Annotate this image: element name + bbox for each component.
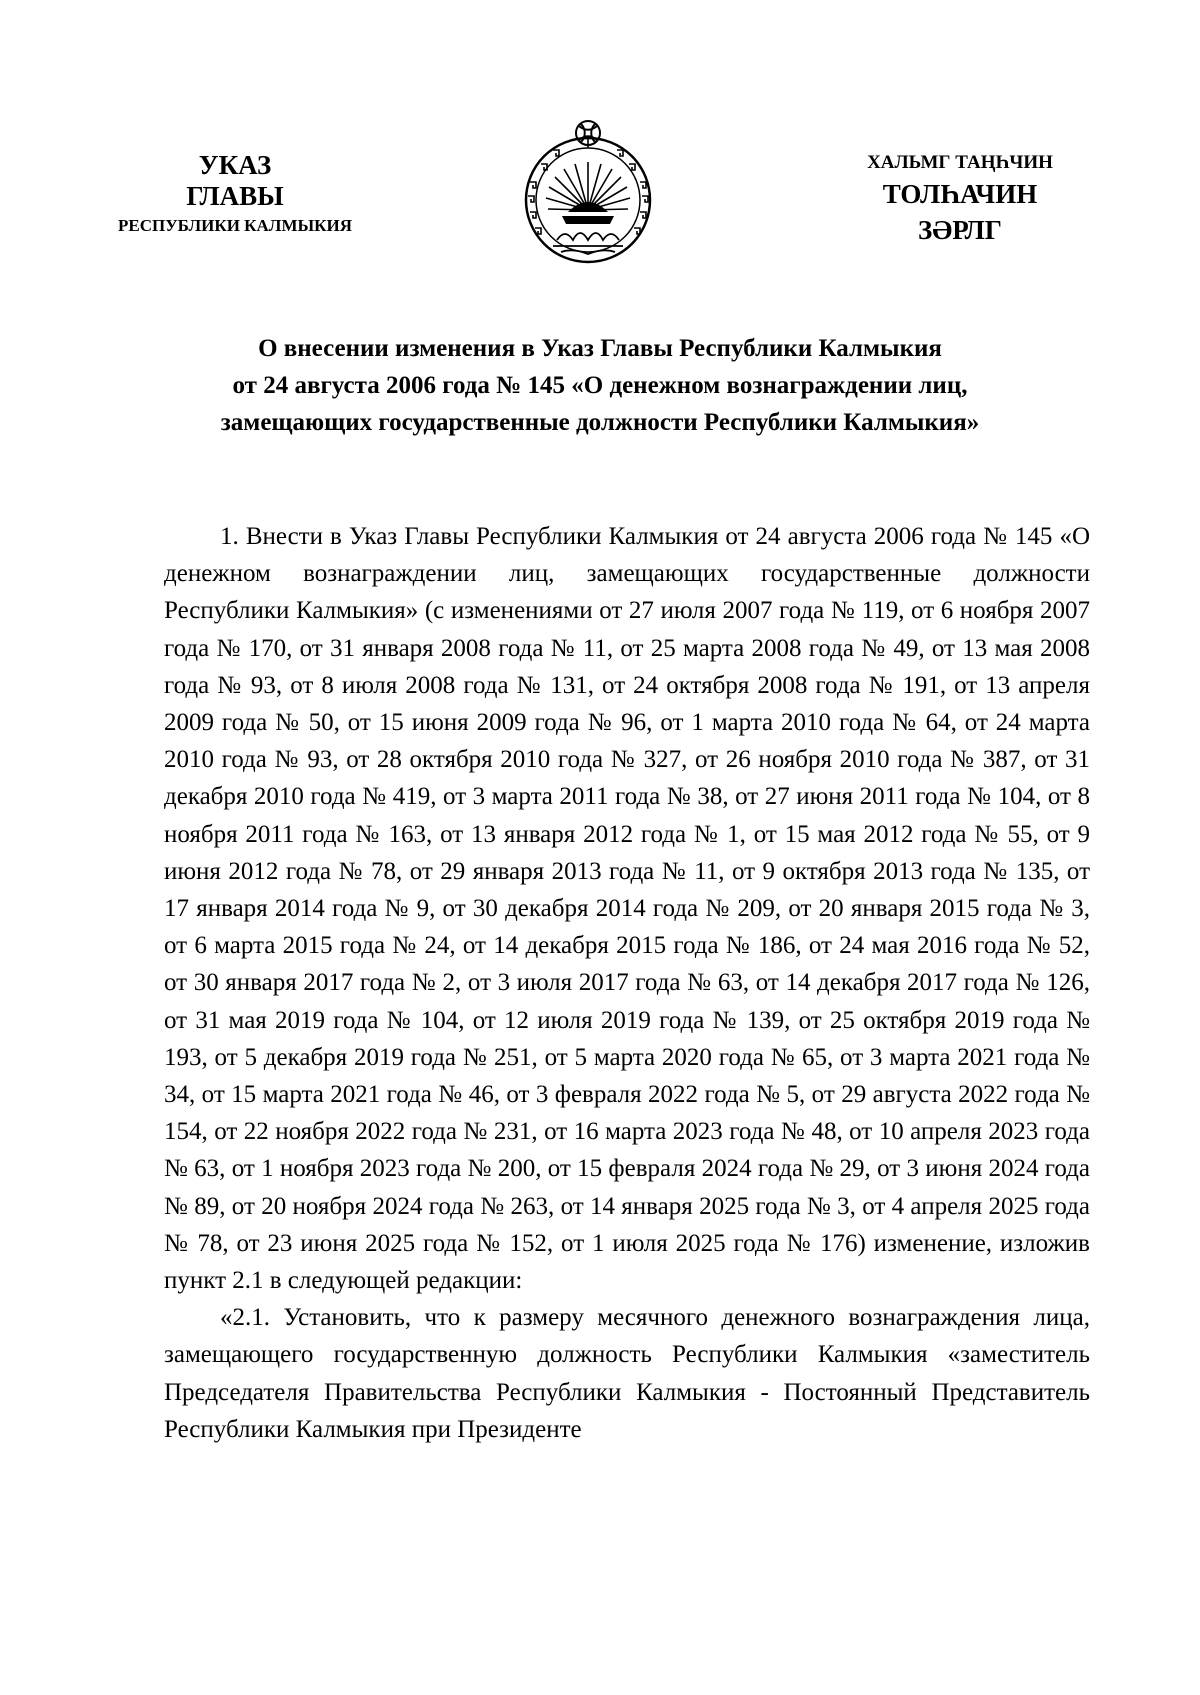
document-title (150, 330, 1050, 441)
title-line2: от 24 августа 2006 года № 145 «О денежном вознаграждении лиц, (232, 372, 968, 399)
header-right-line2: ТОЛҺАЧИН (882, 179, 1038, 209)
title-line3: замещающих государственные должности Республики Калмыкия» (220, 409, 980, 436)
header-left-line3: РЕСПУБЛИКИ КАЛМЫКИЯ (117, 216, 353, 235)
header-left-line1: УКАЗ (198, 150, 272, 180)
title-line1: О внесении изменения в Указ Главы Республики Калмыкия (258, 335, 942, 362)
body-paragraph-1: 1. Внести в Указ Главы Республики Калмыкия от 24 августа 2006 года № 145 «О денежном вознаграждении лиц, замещающих государственные должности Республики Калмыкия» (с изменениями от 27 июля 2007 года № 119, от 6 ноября 2007 года № 170, от 31 января 2008 года № 11, от 25 марта 2008 года № 49, от 13 мая 2008 года № 93, от 8 июля 2008 года № 131, от 24 октября 2008 года № 191, от 13 апреля 2009 года № 50, от 15 июня 2009 года № 96, от 1 марта 2010 года № 64, от 24 марта 2010 года № 93, от 28 октября 2010 года № 327, от 26 ноября 2010 года № 387, от 31 декабря 2010 года № 419, от 3 марта 2011 года № 38, от 27 июня 2011 года № 104, от 8 ноября 2011 года № 163, от 13 января 2012 года № 1, от 15 мая 2012 года № 55, от 9 июня 2012 года № 78, от 29 января 2013 года № 11, от 9 октября 2013 года № 135, от 17 января 2014 года № 9, от 30 декабря 2014 года № 209, от 20 января 2015 года № 3, от 6 марта 2015 года № 24, от 14 декабря 2015 года № 186, от 24 мая 2016 года № 52, от 30 января 2017 года № 2, от 3 июля 2017 года № 63, от 14 декабря 2017 года № 126, от 31 мая 2019 года № 104, от 12 июля 2019 года № 139, от 25 октября 2019 года № 193, от 5 декабря 2019 года № 251, от 5 марта 2020 года № 65, от 3 марта 2021 года № 34, от 15 марта 2021 года № 46, от 3 февраля 2022 года № 5, от 29 августа 2022 года № 154, от 22 ноября 2022 года № 231, от 16 марта 2023 года № 48, от 10 апреля 2023 года № 63, от 1 ноября 2023 года № 200, от 15 февраля 2024 года № 29, от 3 июня 2024 года № 89, от 20 ноября 2024 года № 263, от 14 января 2025 года № 3, от 4 апреля 2025 года № 78, от 23 июня 2025 года № 152, от 1 июля 2025 года № 176) изменение, изложив пункт 2.1 в следующей редакции: (164, 523, 1090, 1295)
header-left-block (80, 150, 390, 240)
header-left-line2: ГЛАВЫ (186, 181, 284, 211)
header-right-line3: ЗӘРЛГ (918, 215, 1002, 245)
header-right-line1: ХАЛЬМГ ТАҢҺЧИН (867, 152, 1053, 173)
body-paragraph-2: «2.1. Установить, что к размеру месячного денежного вознаграждения лица, замещающего государственную должность Республики Калмыкия «заместитель Председателя Правительства Республики Калмыкия - Постоянный Представитель Республики Калмыкия при Президенте (164, 1304, 1090, 1443)
header-right-block (820, 150, 1100, 248)
document-body (164, 518, 1090, 1448)
kalmykia-coat-of-arms-icon (517, 112, 659, 272)
